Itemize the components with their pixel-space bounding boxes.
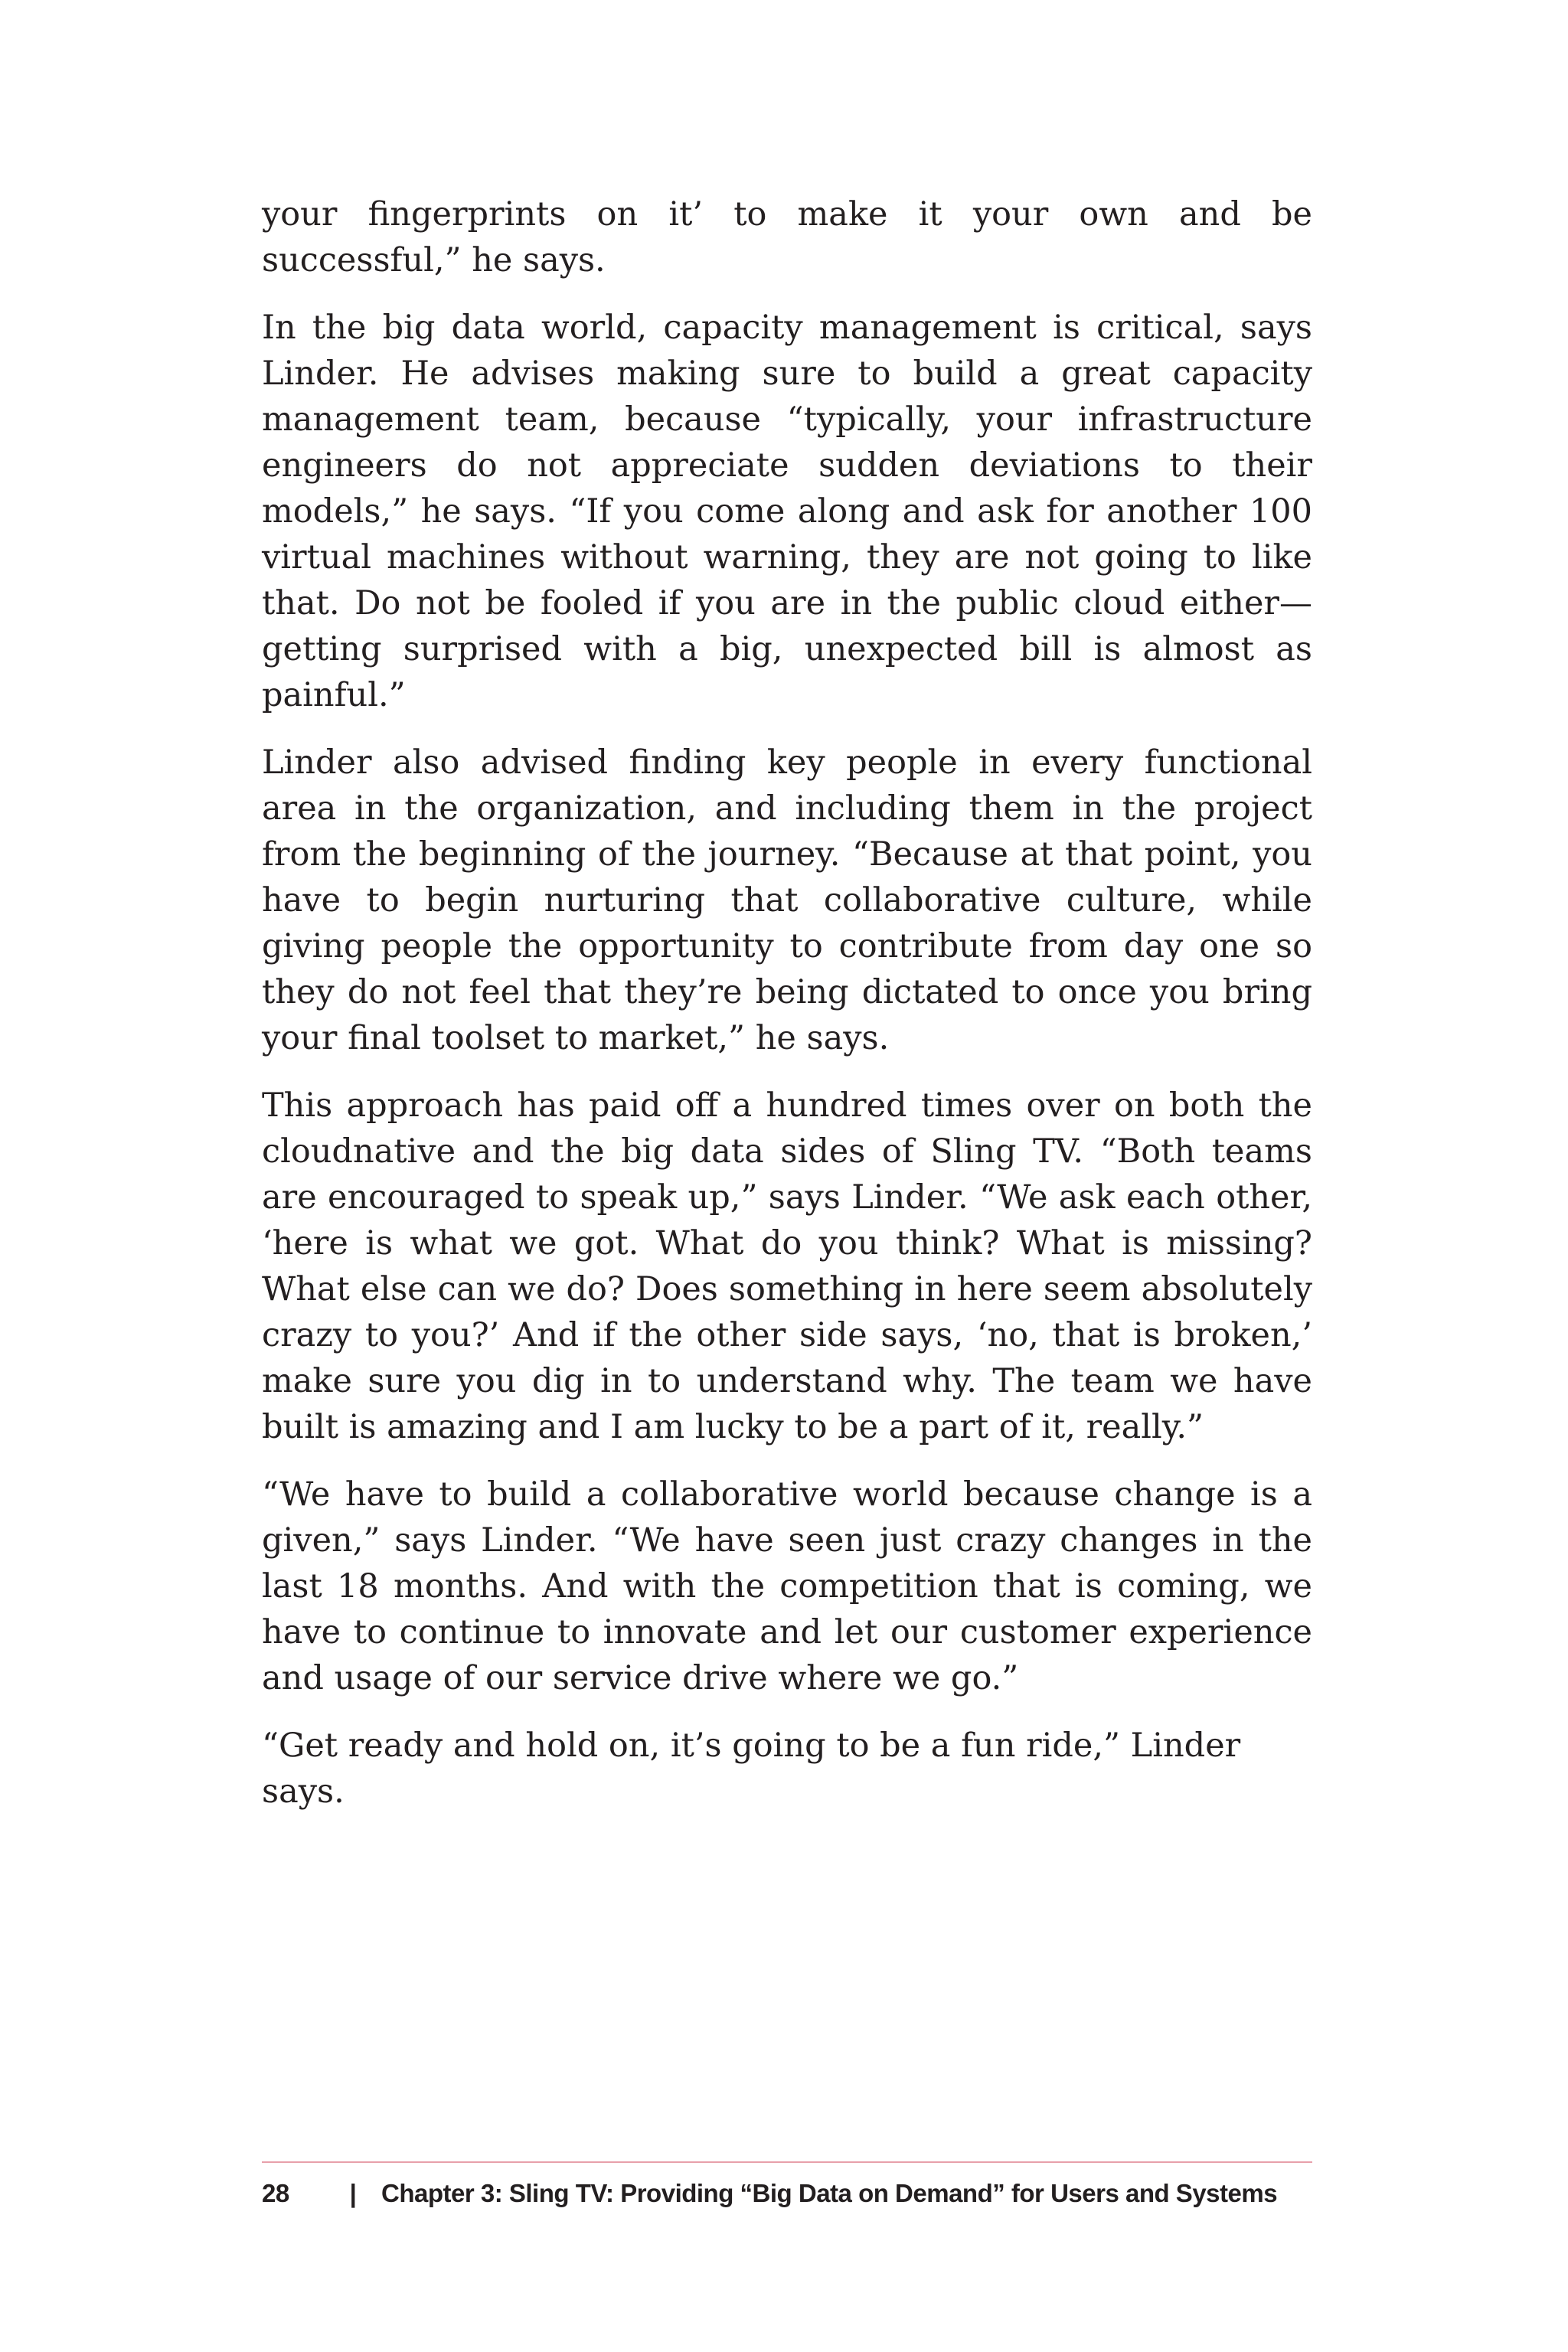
paragraph-6: “Get ready and hold on, it’s going to be a fun ride,” Linder says. [262, 1726, 1241, 1811]
running-chapter-title: Chapter 3: Sling TV: Providing “Big Data on Demand” for Users and Systems [381, 2179, 1278, 2207]
paragraph-2: In the big data world, capacity management is critical, says Linder. He advises making sure to build a great capacity management team, because “typically, your infrastructure engineers do not appreciate sudden deviations to their models,” he says. “If you come along and ask for another 100 virtual machines without warning, they are not going to like that. Do not be fooled if you are in the public cloud either—getting surprised with a big, unexpected bill is almost as painful.” [262, 309, 1312, 714]
page-footer [262, 2174, 1312, 2213]
footer-divider [262, 2161, 1312, 2163]
body-text [262, 191, 1312, 1836]
page-number: 28 [262, 2179, 289, 2207]
footer-separator: | [349, 2179, 357, 2207]
paragraph-4: This approach has paid off a hundred times over on both the cloudnative and the big data sides of Sling TV. “Both teams are encouraged to speak up,” says Linder. “We ask each other, ‘here is what we got. What do you think? What is missing? What else can we do? Does something in here seem absolutely crazy to you?’ And if the other side says, ‘no, that is broken,’ make sure you dig in to understand why. The team we have built is amazing and I am lucky to be a part of it, really.” [262, 1086, 1312, 1446]
paragraph-1: your fingerprints on it’ to make it your own and be successful,” he says. [262, 195, 1312, 279]
paragraph-3: Linder also advised finding key people in every functional area in the organization, and including them in the project from the beginning of the journey. “Because at that point, you have to begin nurturing that collaborative culture, while giving people the opportunity to contribute from day one so they do not feel that they’re being dictated to once you bring your final toolset to market,” he says. [262, 743, 1312, 1057]
paragraph-5: “We have to build a collaborative world because change is a given,” says Linder. “We have seen just crazy changes in the last 18 months. And with the competition that is coming, we have to continue to innovate and let our customer experience and usage of our service drive where we go.” [262, 1475, 1312, 1697]
